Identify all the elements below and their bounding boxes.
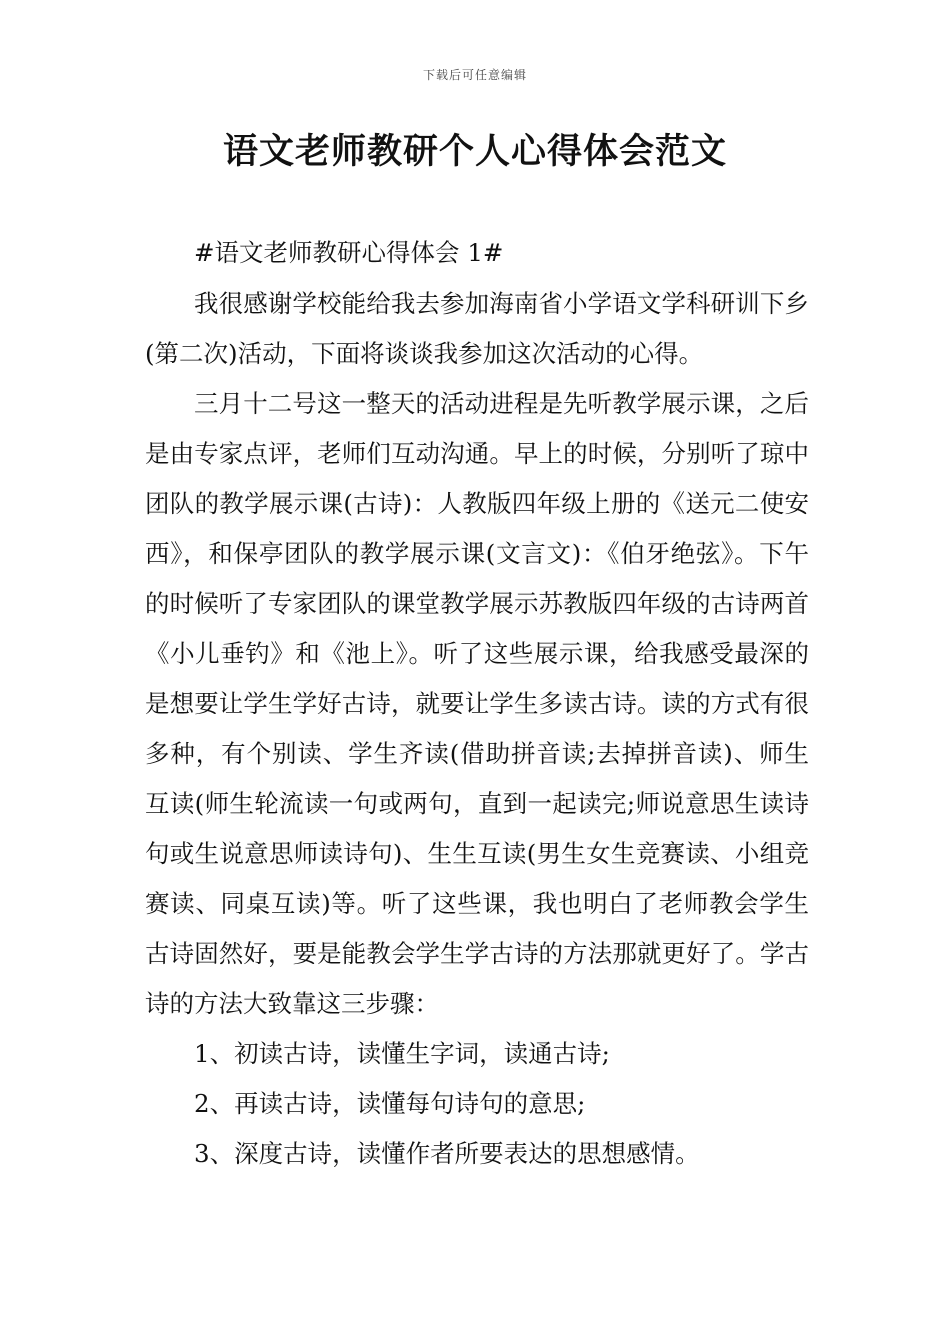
list-item: 1、初读古诗，读懂生字词，读通古诗;: [194, 1039, 610, 1068]
document-body: [145, 228, 809, 1179]
paragraph: 三月十二号这一整天的活动进程是先听教学展示课，之后是由专家点评，老师们互动沟通。早上的时候，分别听了琼中团队的教学展示课(古诗)：人教版四年级上册的《送元二使安西》，和保亭团队的教学展示课(文言文)：《伯牙绝弦》。下午的时候听了专家团队的课堂教学展示苏教版四年级的古诗两首《小儿垂钓》和《池上》。听了这些展示课，给我感受最深的是想要让学生学好古诗，就要让学生多读古诗。读的方式有很多种，有个别读、学生齐读(借助拼音读;去掉拼音读)、师生互读(师生轮流读一句或两句，直到一起读完;师说意思生读诗句或生说意思师读诗句)、生生互读(男生女生竞赛读、小组竞赛读、同桌互读)等。听了这些课，我也明白了老师教会学生古诗固然好，要是能教会学生学古诗的方法那就更好了。学古诗的方法大致靠这三步骤：: [145, 389, 809, 1018]
list-item: 2、再读古诗，读懂每句诗句的意思;: [194, 1089, 586, 1118]
page-header-note: 下载后可任意编辑: [422, 68, 527, 82]
paragraph: 我很感谢学校能给我去参加海南省小学语文学科研训下乡(第二次)活动，下面将谈谈我参加这次活动的心得。: [145, 289, 809, 368]
list-item: 3、深度古诗，读懂作者所要表达的思想感情。: [194, 1139, 700, 1168]
document-title: 语文老师教研个人心得体会范文: [222, 131, 727, 172]
section-heading: #语文老师教研心得体会 1#: [194, 238, 504, 267]
